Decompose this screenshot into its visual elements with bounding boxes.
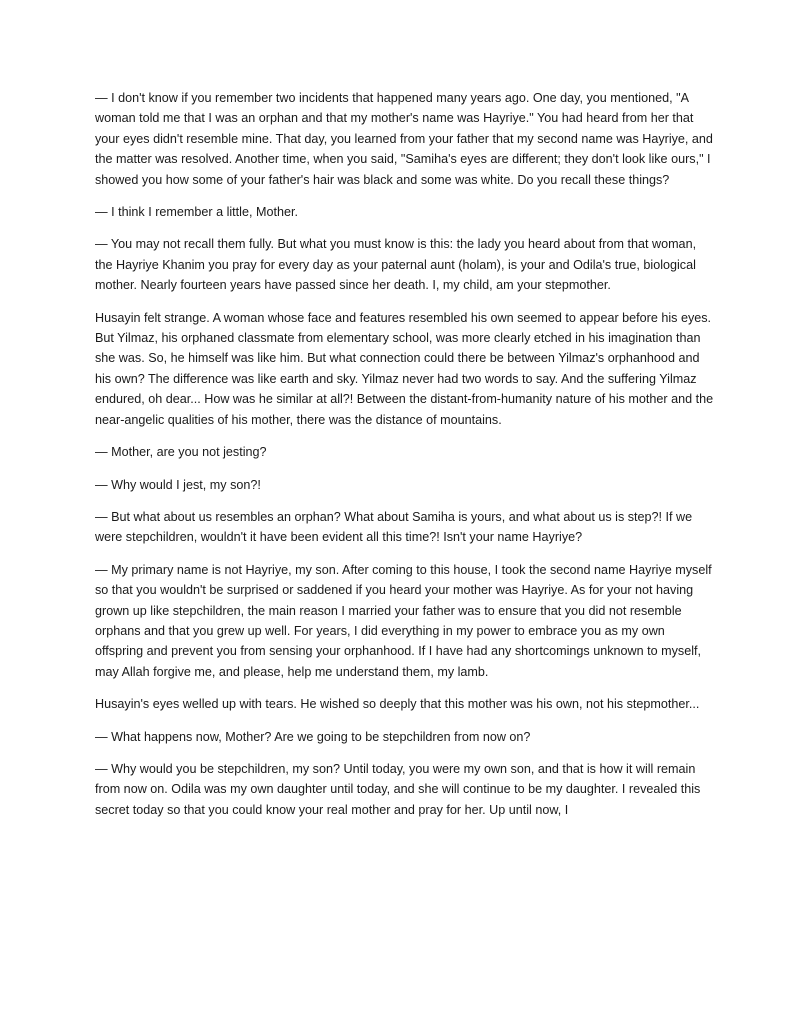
paragraph: — My primary name is not Hayriye, my son. After coming to this house, I took the second name Hayriye myself so that you wouldn't be surprised or saddened if you heard your mother was Hayriye. As for your not having grown up like stepchildren, the main reason I married your father was to ensure that you did not resemble orphans and that you grew up well. For years, I did everything in my power to embrace you as my own offspring and prevent you from sensing your orphanhood. If I have had any shortcomings unknown to myself, may Allah forgive me, and please, help me understand them, my lamb. xyxy=(95,562,712,679)
paragraph: — Why would you be stepchildren, my son? Until today, you were my own son, and that is how it will remain from now on. Odila was my own daughter until today, and she will continue to be my daughter. I revealed this secret today so that you could know your real mother and pray for her. Up until now, I xyxy=(95,761,701,817)
paragraph: — I think I remember a little, Mother. xyxy=(95,205,298,220)
paragraph: Husayin's eyes welled up with tears. He wished so deeply that this mother was his own, not his stepmother... xyxy=(95,697,700,712)
paragraph: — Why would I jest, my son?! xyxy=(95,477,261,492)
document-body xyxy=(95,88,715,832)
paragraph: — I don't know if you remember two incidents that happened many years ago. One day, you mentioned, "A woman told me that I was an orphan and that my mother's name was Hayriye." You had heard from her that your eyes didn't resemble mine. That day, you learned from your father that my second name was Hayriye, and the matter was resolved. Another time, when you said, "Samiha's eyes are different; they don't look like ours," I showed you how some of your father's hair was black and some was white. Do you recall these things? xyxy=(95,91,713,187)
paragraph: — But what about us resembles an orphan? What about Samiha is yours, and what about us is step?! If we were stepchildren, wouldn't it have been evident all this time?! Isn't your name Hayriye? xyxy=(95,509,693,545)
paragraph: Husayin felt strange. A woman whose face and features resembled his own seemed to appear before his eyes. But Yilmaz, his orphaned classmate from elementary school, was more clearly etched in his imagination than she was. So, he himself was like him. But what connection could there be between Yilmaz's orphanhood and his own? The difference was like earth and sky. Yilmaz never had two words to say. And the suffering Yilmaz endured, oh dear... How was he similar at all?! Between the distant-from-humanity nature of his mother and the near-angelic qualities of his mother, there was the distance of mountains. xyxy=(95,310,714,427)
paragraph: — Mother, are you not jesting? xyxy=(95,445,267,460)
paragraph: — What happens now, Mother? Are we going to be stepchildren from now on? xyxy=(95,729,531,744)
paragraph: — You may not recall them fully. But what you must know is this: the lady you heard about from that woman, the Hayriye Khanim you pray for every day as your paternal aunt (holam), is your and Odila's true, biological mother. Nearly fourteen years have passed since her death. I, my child, am your stepmother. xyxy=(95,237,697,293)
